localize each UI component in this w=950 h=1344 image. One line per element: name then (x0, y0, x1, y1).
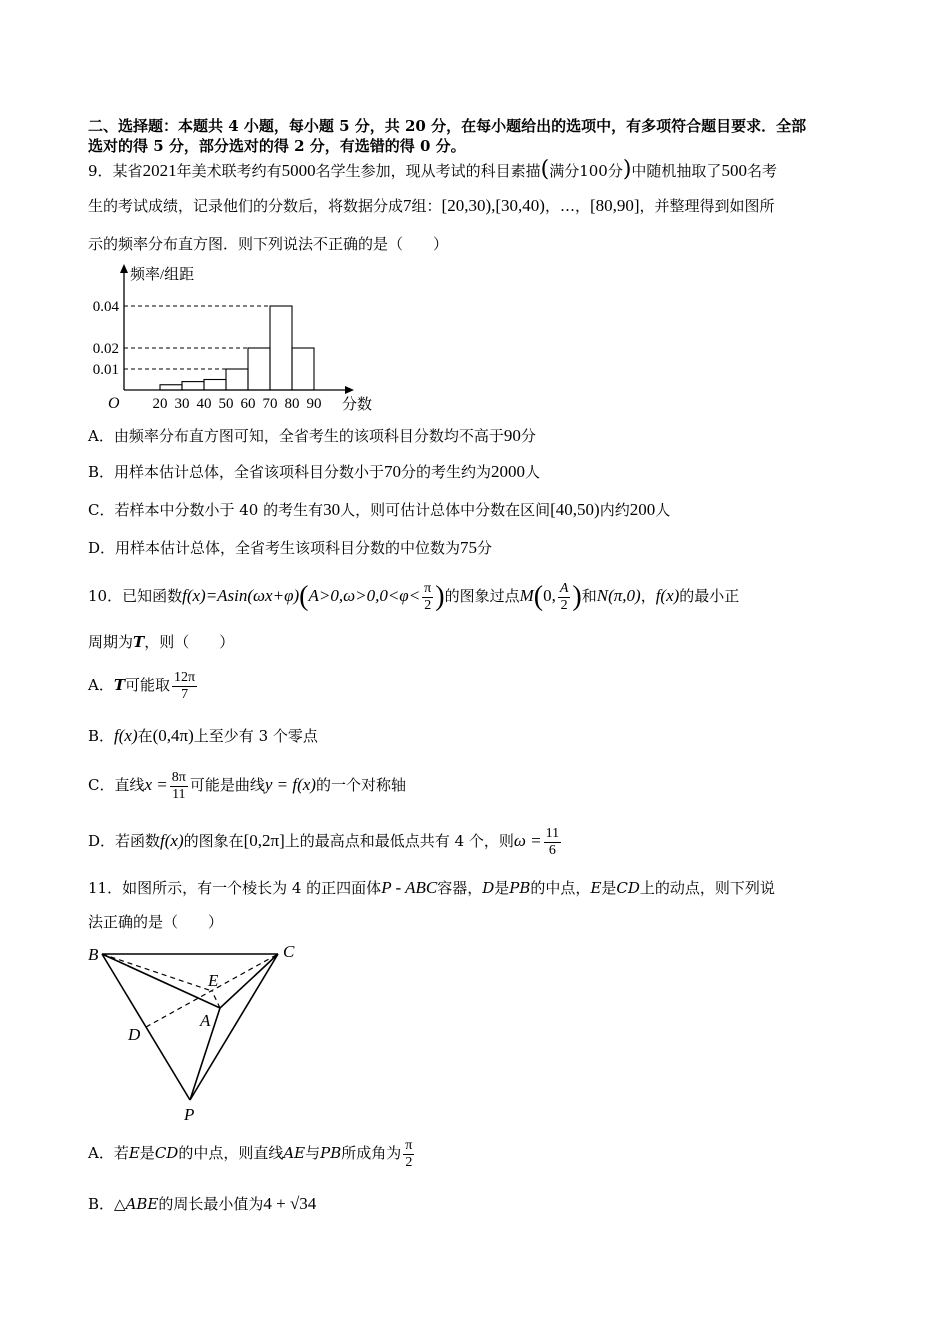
x-axis-label: 分数 (342, 397, 373, 413)
q10-option-c-x: x = (144, 775, 168, 794)
q10-option-a-text: 可能取 (125, 676, 171, 694)
x-tick-label: 80 (284, 396, 300, 412)
q9-option-a-unit: 分 (520, 427, 536, 445)
q11-text: 上的动点，则下列说 (639, 879, 775, 897)
q11-segment-pb: PB (509, 879, 531, 897)
q11-option-a-num: π (405, 1137, 413, 1153)
q10-option-a-T: T (113, 676, 126, 694)
q9-option-b (88, 462, 540, 482)
q10-text: 周期为 (88, 633, 134, 651)
q10-text: 已知函数 (122, 587, 183, 605)
label-c: C (283, 942, 295, 961)
y-axis-arrow (120, 264, 128, 273)
histogram-bar (182, 382, 204, 390)
q9-option-d-value: 75 (460, 538, 478, 557)
q11-segment-cd: CD (616, 879, 640, 897)
q9-text: 中随机抽取了 (631, 162, 722, 180)
q10-point-n: N(π,0) (596, 586, 641, 605)
q10-point-m: M (519, 586, 534, 605)
x-tick-label: 30 (174, 396, 190, 412)
q10-option-c (88, 764, 406, 806)
q9-option-b-value: 70 (384, 462, 402, 481)
x-tick-label: 20 (152, 396, 168, 412)
q10-period: T (133, 633, 145, 651)
q11-option-a-den: 2 (405, 1154, 413, 1170)
q9-interval-1: [20,30) (441, 196, 492, 215)
edge-ba (102, 954, 220, 1008)
q10-option-d (88, 820, 563, 862)
q11-option-b-triangle: △ABE (114, 1195, 159, 1213)
q9-text: 生的考试成绩，记录他们的分数后，将数据分成 (88, 197, 404, 215)
q10-option-d-fx: f(x) (160, 831, 184, 850)
q9-groups: 7 (403, 196, 412, 215)
q9-interval-last: [80,90] (589, 196, 640, 215)
label-d: D (128, 1025, 141, 1044)
q9-text: 组： (411, 197, 442, 215)
q10-option-c-text: 可能是曲线 (189, 776, 265, 794)
q10-fx: f(x) (655, 586, 680, 605)
q9-text: 年美术联考约有 (176, 162, 282, 180)
q11-number: 11． (88, 879, 123, 897)
q11-option-a-text: 与 (305, 1144, 321, 1162)
q9-option-d-unit: 分 (477, 539, 493, 557)
q11-line1 (88, 878, 775, 898)
q11-option-b (88, 1194, 316, 1214)
section-header-line1: 二、选择题：本题共 4 小题，每小题 5 分，共 20 分，在每小题给出的选项中，有多项符合题目要求．全部 (88, 117, 807, 135)
q9-line3: 示的频率分布直方图．则下列说法不正确的是（ ） (88, 235, 449, 253)
section-header-line2: 选对的得 5 分，部分选对的得 2 分，有选错的得 0 分。 (88, 137, 466, 155)
q10-option-a-num: 12π (174, 669, 196, 685)
frequency-histogram (86, 260, 376, 416)
q9-full-score: 满分100分 (549, 162, 623, 180)
q11-text: 如图所示，有一个棱长为 4 的正四面体 (122, 879, 382, 897)
x-axis-arrow (345, 386, 354, 394)
q11-option-a-text: 所成角为 (341, 1144, 402, 1162)
y-tick-label: 0.04 (92, 299, 119, 315)
label-e: E (208, 971, 219, 990)
q10-option-b-fx: f(x) (114, 726, 138, 745)
q10-option-d-text: 上的最高点和最低点共有 4 个，则 (284, 832, 514, 850)
q11-option-a (88, 1132, 416, 1174)
q10-two: 2 (424, 597, 432, 613)
q11-option-b-text: 的周长最小值为 (158, 1195, 264, 1213)
q9-text: 名考 (746, 162, 777, 180)
q11-point-d: D (482, 879, 495, 897)
q9-option-b-value2: 2000 (491, 462, 526, 481)
q10-option-d-den: 6 (548, 842, 556, 858)
q10-option-c-text: C．直线 (88, 776, 145, 794)
q10-function: f(x)=Asin(ωx+φ) (182, 586, 300, 605)
q11-text: 容器， (437, 879, 483, 897)
q10-point-m-coord: 0, (543, 586, 556, 605)
q10-line1: 10．已知函数f(x)=Asin(ωx+φ)(A>0,ω>0,0<φ< $\frac{\pi}{2}$ )的图象过点M(0, $\frac{A}{2}$ )和N(π,0)，f(x)的最小正 (88, 580, 740, 613)
q10-option-b-text: 在 (137, 727, 153, 745)
q10-two: 2 (560, 597, 568, 613)
q10-option-c-curve: y = f(x) (264, 775, 316, 794)
tetrahedron-diagram (84, 936, 314, 1126)
q10-option-a (88, 664, 199, 706)
q10-option-b-interval: (0,4π) (152, 726, 194, 745)
q10-option-d-text: D．若函数 (88, 832, 161, 850)
q10-text: ， (640, 587, 656, 605)
q11-text: 是 (494, 879, 510, 897)
q9-option-d-text: D．用样本估计总体，全省考生该项科目分数的中位数为 (88, 539, 461, 557)
q9-option-c-interval: [40,50) (550, 500, 600, 519)
label-a: A (200, 1011, 211, 1030)
q9-option-d (88, 538, 492, 558)
q10-text: 的图象过点 (444, 587, 520, 605)
q10-option-b-text: 上至少有 3 个零点 (193, 727, 318, 745)
origin-label: O (108, 395, 120, 412)
q10-option-b-label: B． (88, 727, 115, 745)
q11-text: 的中点， (530, 879, 591, 897)
q9-option-c-text: 内约 (599, 501, 630, 519)
q11-point-e: E (590, 879, 602, 897)
q9-option-a-value: 90 (503, 426, 521, 445)
q9-line2: 生的考试成绩，记录他们的分数后，将数据分成7组：[20,30),[30,40)，…，[80,90]，并整理得到如图所 (88, 196, 775, 215)
q9-option-c (88, 500, 670, 520)
q9-option-b-text: 分的考生约为 (401, 463, 492, 481)
x-tick-label: 50 (218, 396, 234, 412)
y-tick-label: 0.02 (92, 341, 119, 357)
q10-option-d-num: 11 (545, 825, 560, 841)
q10-pi: π (424, 580, 432, 596)
q9-sample-size: 500 (721, 161, 747, 180)
q9-option-a (88, 426, 536, 446)
x-tick-label: 40 (196, 396, 212, 412)
q11-option-a-ae: AE (283, 1144, 306, 1162)
q11-option-a-text: A．若 (88, 1144, 129, 1162)
q11-option-a-e: E (128, 1144, 140, 1162)
q10-amplitude: A (559, 580, 569, 596)
q9-option-c-value: 30 (323, 500, 341, 519)
segment-dc (146, 954, 278, 1027)
q11-option-b-label: B． (88, 1195, 115, 1213)
q9-text: 名学生参加，现从考试的科目素描 (315, 162, 541, 180)
q9-text: 某省 (112, 162, 143, 180)
q10-text: 和 (581, 587, 597, 605)
q9-interval-2: [30,40) (495, 196, 545, 215)
q10-option-c-num: 8π (171, 769, 186, 785)
q11-option-a-text: 的中点，则直线 (178, 1144, 284, 1162)
q11-tetrahedron: P - ABC (381, 878, 438, 897)
q10-option-d-text: 的图象在 (183, 832, 244, 850)
q9-line1: 9．某省2021年美术联考约有5000名学生参加，现从考试的科目素描(满分100分)中随机抽取了500名考 (88, 157, 777, 182)
q10-line2 (88, 632, 234, 652)
q9-number: 9． (88, 162, 113, 180)
q11-option-a-text: 是 (139, 1144, 155, 1162)
histogram-bar (248, 348, 270, 390)
q9-ellipsis: ，…， (544, 197, 590, 215)
q9-option-c-unit: 人 (655, 501, 671, 519)
q9-year: 2021 (142, 161, 177, 180)
x-tick-label: 70 (262, 396, 278, 412)
y-tick-label: 0.01 (92, 362, 119, 378)
q10-option-d-omega: ω = (513, 831, 542, 850)
q9-option-b-unit: 人 (525, 463, 541, 481)
q9-text: ，并整理得到如图所 (639, 197, 775, 215)
x-tick-label: 90 (306, 396, 322, 412)
histogram-bar (160, 385, 182, 390)
q9-option-b-text: B．用样本估计总体，全省该项科目分数小于 (88, 463, 385, 481)
q9-option-c-value2: 200 (629, 500, 656, 519)
q9-option-c-text: C．若样本中分数小于 40 的考生有 (88, 501, 324, 519)
q10-option-c-text: 的一个对称轴 (315, 776, 406, 794)
q10-option-a-den: 7 (181, 686, 189, 702)
q9-option-a-text: A．由频率分布直方图可知，全省考生的该项科目分数均不高于 (88, 427, 504, 445)
q11-text: 是 (601, 879, 617, 897)
histogram-bar (204, 380, 226, 391)
segment-be (102, 954, 212, 991)
q9-option-c-text: 人，则可估计总体中分数在区间 (340, 501, 551, 519)
label-b: B (88, 945, 99, 964)
q11-option-b-value: 4 + √34 (263, 1194, 317, 1213)
q9-count-total: 5000 (281, 161, 316, 180)
q10-option-c-den: 11 (172, 786, 186, 802)
x-tick-label: 60 (240, 396, 256, 412)
q10-option-a-label: A． (88, 676, 114, 694)
q10-condition: A>0,ω>0,0<φ< (308, 586, 421, 605)
q10-option-b (88, 726, 318, 746)
q11-option-a-cd: CD (154, 1144, 179, 1162)
histogram-bar (270, 306, 292, 390)
q11-line2: 法正确的是（ ） (88, 913, 224, 931)
histogram-bar (292, 348, 314, 390)
q10-number: 10． (88, 587, 123, 605)
q11-option-a-pb: PB (320, 1144, 342, 1162)
q10-text: 的最小正 (679, 587, 740, 605)
histogram-bar (226, 369, 248, 390)
q10-option-d-interval: [0,2π] (243, 831, 285, 850)
q10-text: ，则（ ） (144, 633, 235, 651)
y-axis-label: 频率/组距 (130, 267, 195, 283)
label-p: P (184, 1105, 195, 1124)
